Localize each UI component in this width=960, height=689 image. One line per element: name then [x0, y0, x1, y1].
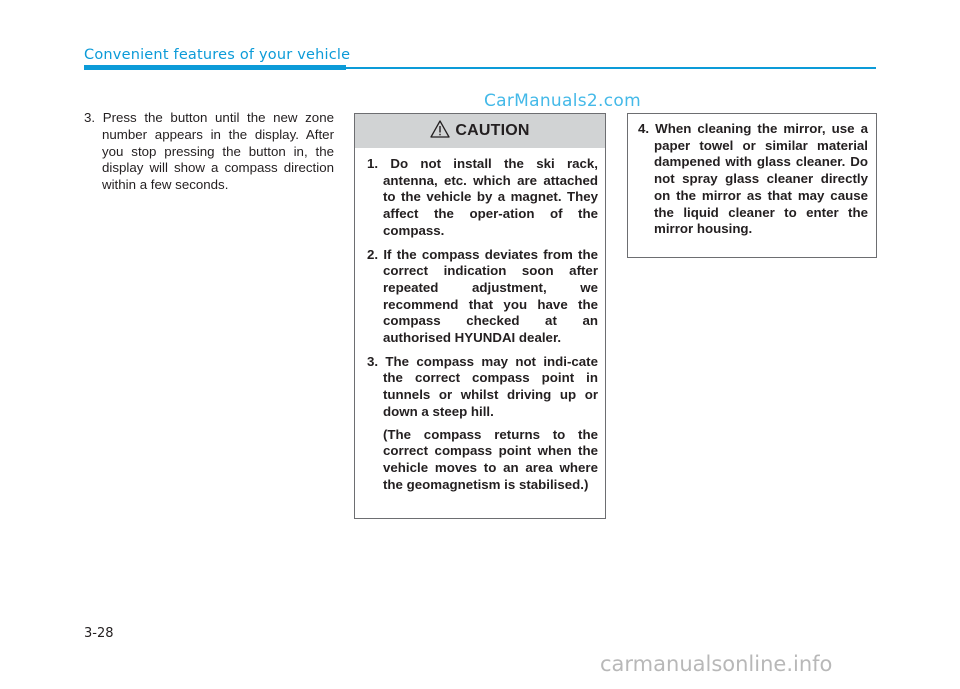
caution-body — [355, 148, 605, 493]
caution-title: CAUTION — [455, 122, 530, 139]
section-header-title: Convenient features of your vehicle — [84, 47, 351, 63]
instructions-column — [84, 110, 334, 194]
header-bar-thick — [84, 65, 346, 70]
caution-note: (The compass returns to the correct compass point when the vehicle moves to an area where the geomagnetism is stabilised.) — [383, 426, 598, 492]
caution-continuation-box — [627, 113, 877, 258]
caution-box — [354, 113, 606, 519]
caution-item-2: 2. If the compass deviates from the correct indication soon after repeated adjustment, we recommend that you have the compass checked at an authorised HYUNDAI dealer. — [367, 246, 598, 346]
caution-item-4: 4. When cleaning the mirror, use a paper towel or similar material dampened with glass cleaner. Do not spray glass cleaner directly on the mirror as that may cause the liquid cleaner to enter the mirror housing. — [638, 121, 868, 237]
caution-item-1: 1. Do not install the ski rack, antenna, etc. which are attached to the vehicle by a magnet. They affect the oper-ation of the compass. — [367, 156, 598, 238]
watermark-top: CarManuals2.com — [484, 91, 641, 111]
caution-continuation-body — [628, 114, 876, 238]
warning-triangle-icon — [430, 120, 455, 143]
page-number: 3-28 — [84, 626, 114, 641]
header-bar-thin — [346, 67, 876, 69]
step-3-text: 3. Press the button until the new zone number appears in the display. After you stop pressing the button in, the display will show a compass direction within a few seconds. — [84, 110, 334, 193]
caution-item-3: 3. The compass may not indi-cate the correct compass point in tunnels or whilst driving up or down a steep hill. — [367, 353, 598, 419]
caution-header — [355, 114, 605, 148]
watermark-bottom: carmanualsonline.info — [600, 652, 833, 676]
